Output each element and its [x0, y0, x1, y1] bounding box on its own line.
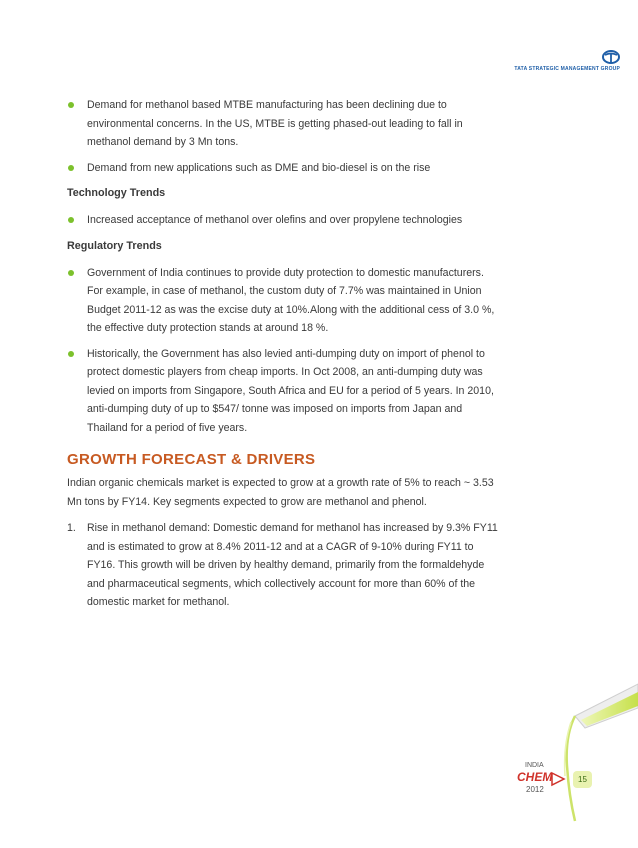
list-item — [67, 264, 499, 338]
numbered-item — [67, 519, 499, 612]
arrow-icon — [550, 771, 566, 787]
brand-top: INDIA — [525, 762, 544, 769]
bullet-icon — [68, 270, 74, 276]
bullet-text: Increased acceptance of methanol over olefins and over propylene technologies — [87, 214, 463, 226]
bullet-text: Historically, the Government has also levied anti-dumping duty on import of phenol to protect domestic players from cheap imports. In Oct 2008, an anti-dumping duty was levied on imports from Singapore, South Africa and EU for a period of 5 years. In 2010, anti-dumping duty of up to $547/ tonne was imposed on imports from Japan and Thailand for a period of five years. — [87, 347, 494, 434]
flask-pour-decoration — [545, 676, 638, 826]
india-chem-logo — [512, 762, 582, 798]
bullet-icon — [68, 351, 74, 357]
logo-text: TATA STRATEGIC MANAGEMENT GROUP — [514, 66, 620, 72]
list-item — [67, 159, 499, 178]
list-item — [67, 211, 499, 230]
growth-section-heading: GROWTH FORECAST & DRIVERS — [67, 451, 316, 468]
brand-main: CHEM — [517, 770, 553, 784]
bullet-icon — [68, 165, 74, 171]
bullet-icon — [68, 102, 74, 108]
bullet-text: Demand from new applications such as DME and bio-diesel is on the rise — [87, 161, 431, 174]
regulatory-trends-heading: Regulatory Trends — [67, 239, 162, 252]
list-item — [67, 96, 499, 152]
list-item — [67, 345, 499, 438]
technology-trends-heading: Technology Trends — [67, 187, 166, 199]
brand-year: 2012 — [526, 785, 544, 794]
item-number: 1. — [67, 522, 76, 534]
bullet-text: Demand for methanol based MTBE manufacturing has been declining due to environmental concerns. In the US, MTBE is getting phased-out leading to fall in methanol demand by 3 Mn tons. — [87, 99, 463, 148]
page-number: 15 — [573, 771, 592, 788]
header-logo — [500, 50, 620, 72]
bullet-icon — [68, 217, 74, 223]
page-content — [67, 96, 499, 612]
item-text: Rise in methanol demand: Domestic demand for methanol has increased by 9.3% FY11 and is estimated to grow at 8.4% 2011-12 and at a CAGR of 9-10% during FY11 to FY16. This growth will be driven by healthy demand, primarily from the formaldehyde and pharmaceutical segments, which collectively account for more than 60% of the domestic market for methanol. — [87, 522, 498, 608]
bullet-text: Government of India continues to provide duty protection to domestic manufacturers. For example, in case of methanol, the custom duty of 7.7% was maintained in Union Budget 2011-12 as was the excise duty at 10%.Along with the additional cess of 3.0 %, the effective duty protection stands at around 18 %. — [87, 266, 495, 334]
growth-intro: Indian organic chemicals market is expected to grow at a growth rate of 5% to reach ~ 3.53 Mn tons by FY14. Key segments expected to grow are methanol and phenol. — [67, 477, 494, 508]
tata-logo-icon — [602, 50, 620, 64]
